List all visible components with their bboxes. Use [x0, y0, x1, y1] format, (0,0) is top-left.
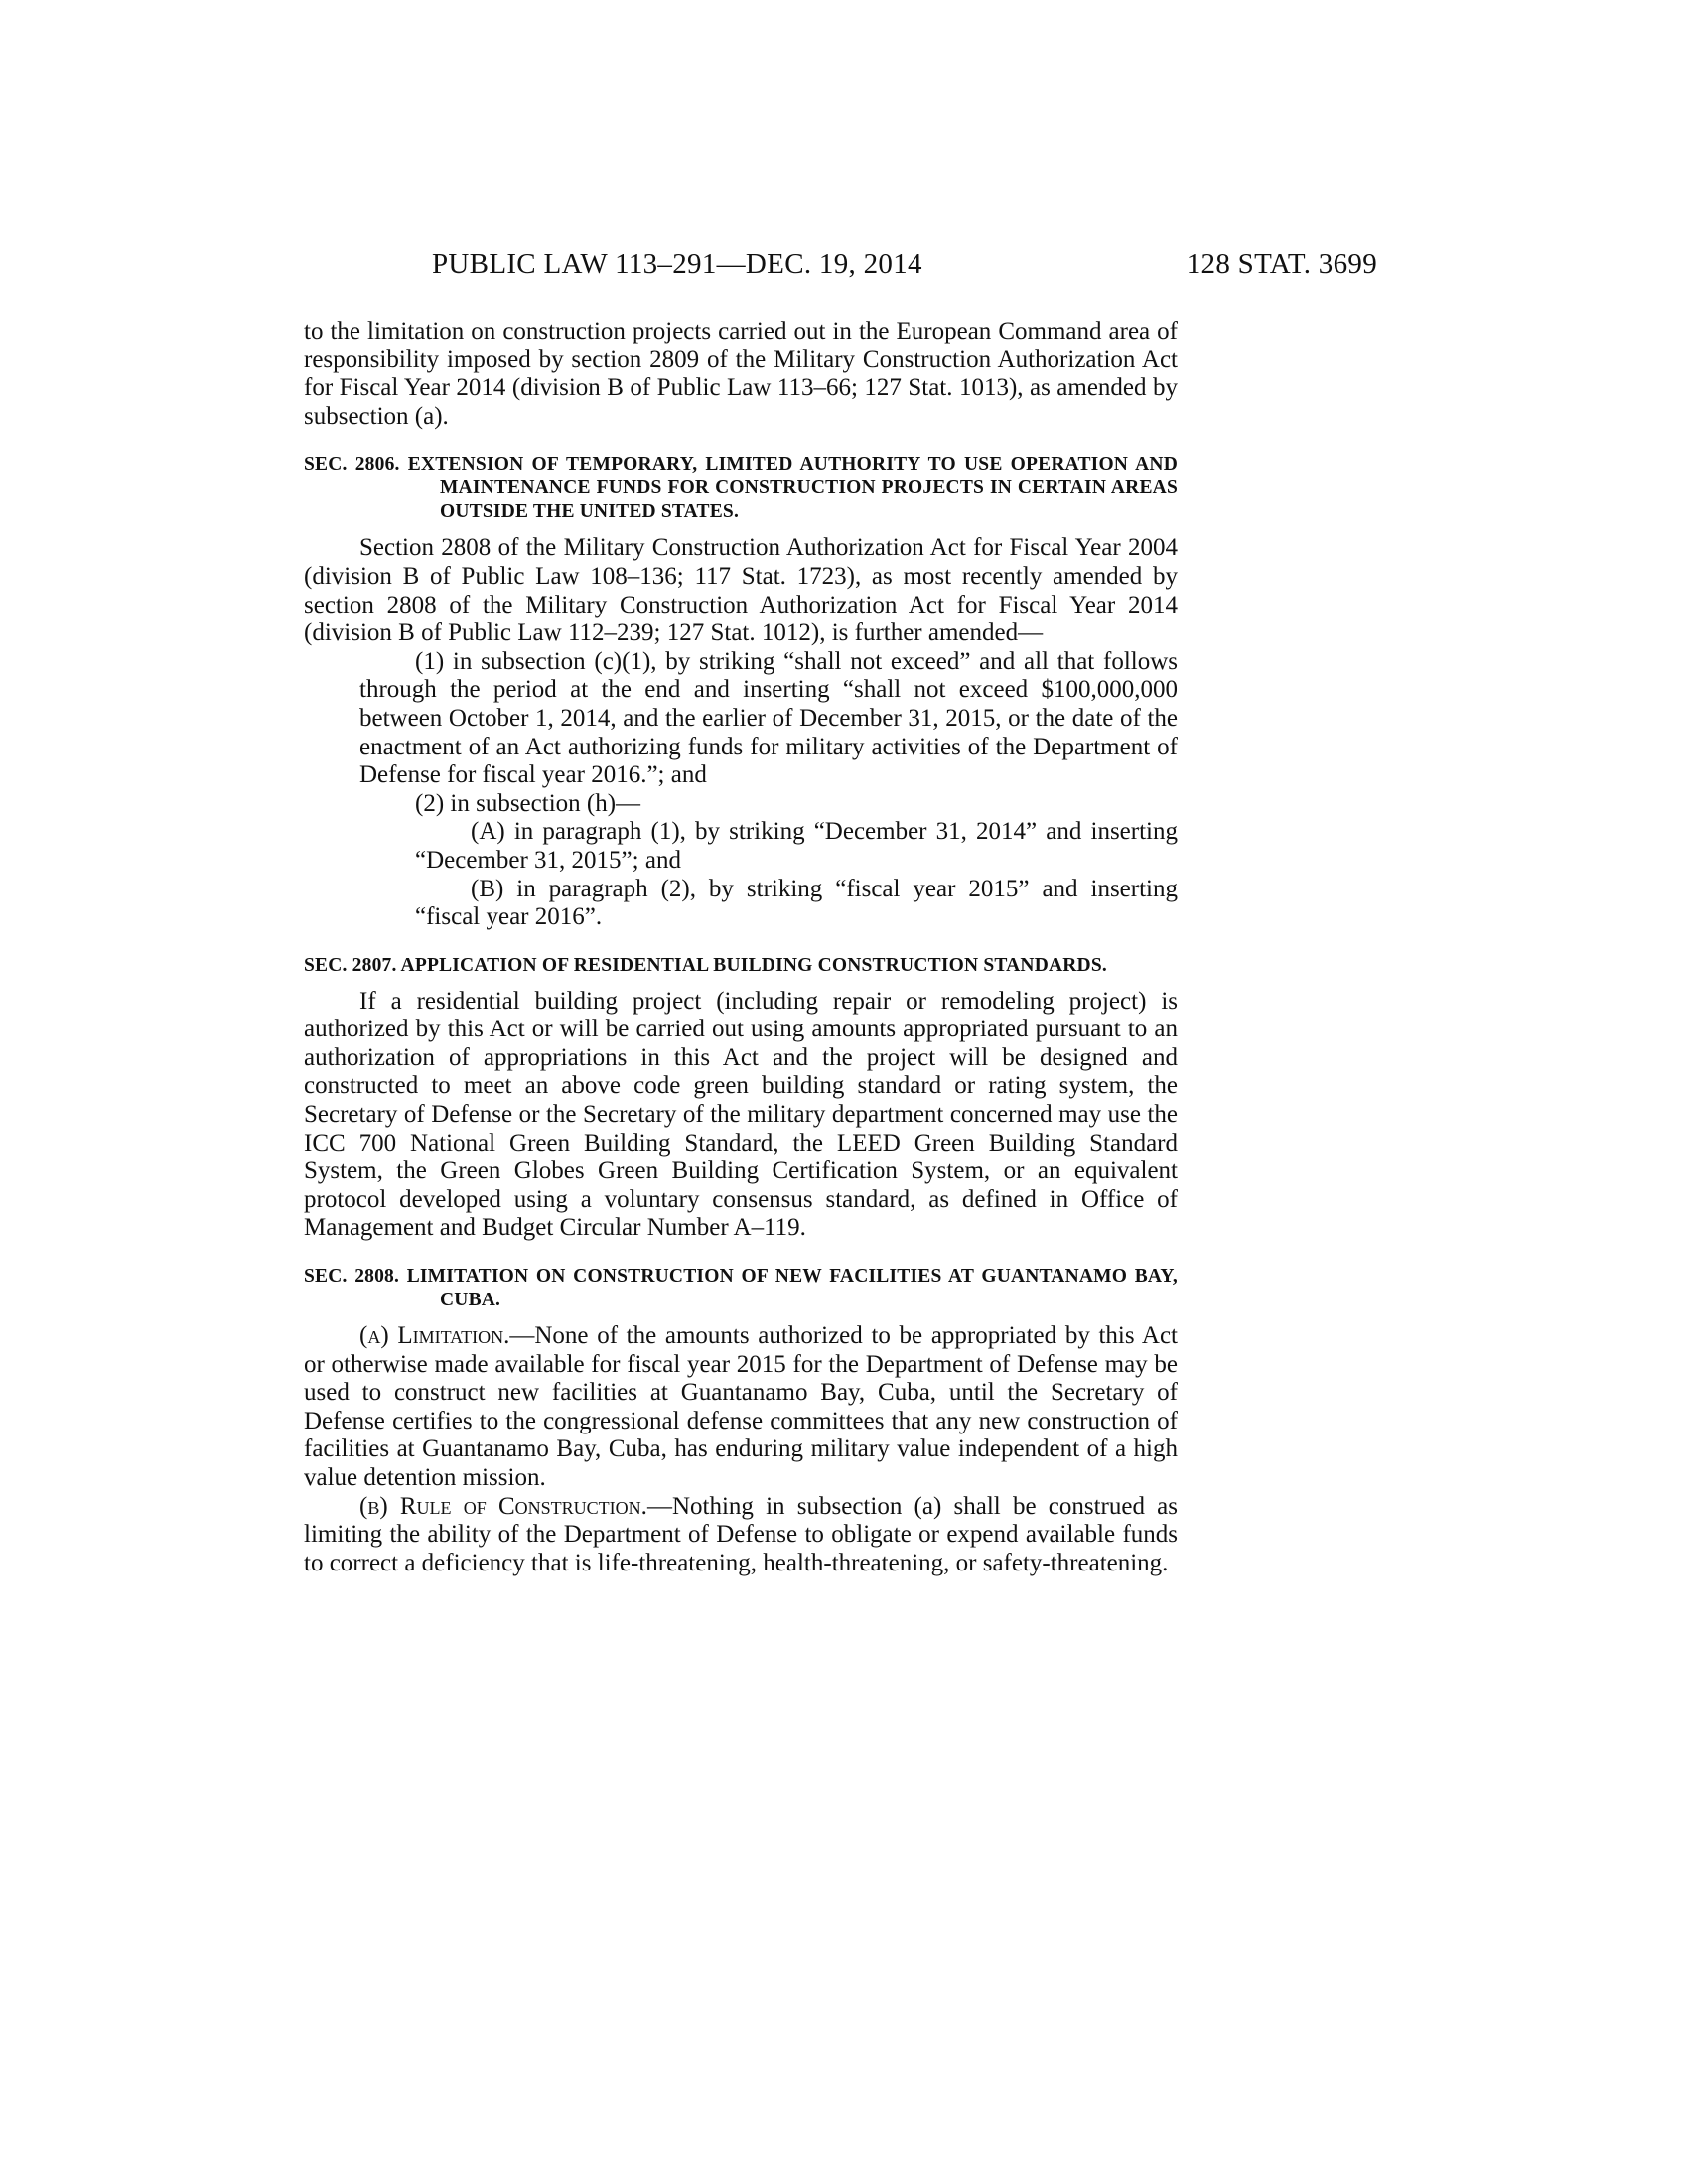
section-2806-intro: Section 2808 of the Military Construction Authorization Act for Fiscal Year 2004 (division B of Public Law 108–136; 117 Stat. 1723), as most recently amended by section 2808 of the Military Construction Authorization Act for Fiscal Year 2014 (division B of Public Law 112–239; 127 Stat. 1012), is further amended— [304, 534, 1178, 647]
section-2806-item-2a: (A) in paragraph (1), by striking “December 31, 2014” and inserting “December 31, 2015”; and [415, 818, 1178, 874]
section-2806-item-1: (1) in subsection (c)(1), by striking “shall not exceed” and all that follows through the period at the end and inserting “shall not exceed $100,000,000 between October 1, 2014, and the earlier of December 31, 2015, or the date of the enactment of an Act authorizing funds for military activities of the Department of Defense for fiscal year 2016.”; and [359, 647, 1178, 789]
section-2807-heading: SEC. 2807. APPLICATION OF RESIDENTIAL BUILDING CONSTRUCTION STANDARDS. [304, 954, 1107, 976]
section-2806-heading: SEC. 2806. EXTENSION OF TEMPORARY, LIMITED AUTHORITY TO USE OPERATION AND MAINTENANCE FUNDS FOR CONSTRUCTION PROJECTS IN CERTAIN AREAS OUTSIDE THE UNITED STATES. [304, 454, 1178, 523]
section-2807-text: If a residential building project (including repair or remodeling project) is authorized by this Act or will be carried out using amounts appropriated pursuant to an authorization of appropriations in this Act and the project will be designed and constructed to meet an above code green building standard or rating system, the Secretary of Defense or the Secretary of the military department concerned may use the ICC 700 National Green Building Standard, the LEED Green Building Standard System, the Green Globes Green Building Certification System, or an equivalent protocol developed using a voluntary consensus standard, as defined in Office of Management and Budget Circular Number A–119. [304, 987, 1178, 1242]
section-2808-heading: SEC. 2808. LIMITATION ON CONSTRUCTION OF NEW FACILITIES AT GUANTANAMO BAY, CUBA. [304, 1266, 1178, 1311]
subsection-a-text: —None of the amounts authorized to be appropriated by this Act or otherwise made available for fiscal year 2015 for the Department of Defense may be used to construct new facilities at Guantanamo Bay, Cuba, until the Secretary of Defense certifies to the congressional defense committees that any new construction of facilities at Guantanamo Bay, Cuba, has enduring military value independent of a high value detention mission. [304, 1322, 1178, 1491]
header-title: PUBLIC LAW 113–291—DEC. 19, 2014 [432, 248, 922, 280]
stat-page-number: 128 STAT. 3699 [1186, 248, 1377, 280]
section-2808-subsection-a [304, 1322, 1178, 1493]
running-header [303, 248, 1375, 288]
subsection-b-label: (b) Rule of Construction. [359, 1492, 647, 1520]
document-body [304, 318, 1178, 1577]
subsection-a-label: (a) Limitation. [359, 1322, 510, 1350]
section-2806-item-2: (2) in subsection (h)— [415, 789, 641, 817]
subsection-b-text: —Nothing in subsection (a) shall be construed as limiting the ability of the Department of Defense to obligate or expend available funds to correct a deficiency that is life-threatening, health-threatening, or safety-threatening. [304, 1492, 1179, 1576]
section-2808-subsection-b [304, 1493, 1178, 1578]
continuation-paragraph: to the limitation on construction projects carried out in the European Command area of responsibility imposed by section 2809 of the Military Construction Authorization Act for Fiscal Year 2014 (division B of Public Law 113–66; 127 Stat. 1013), as amended by subsection (a). [304, 318, 1178, 430]
section-2806-item-2b: (B) in paragraph (2), by striking “fiscal year 2015” and inserting “fiscal year 2016”. [415, 875, 1178, 931]
